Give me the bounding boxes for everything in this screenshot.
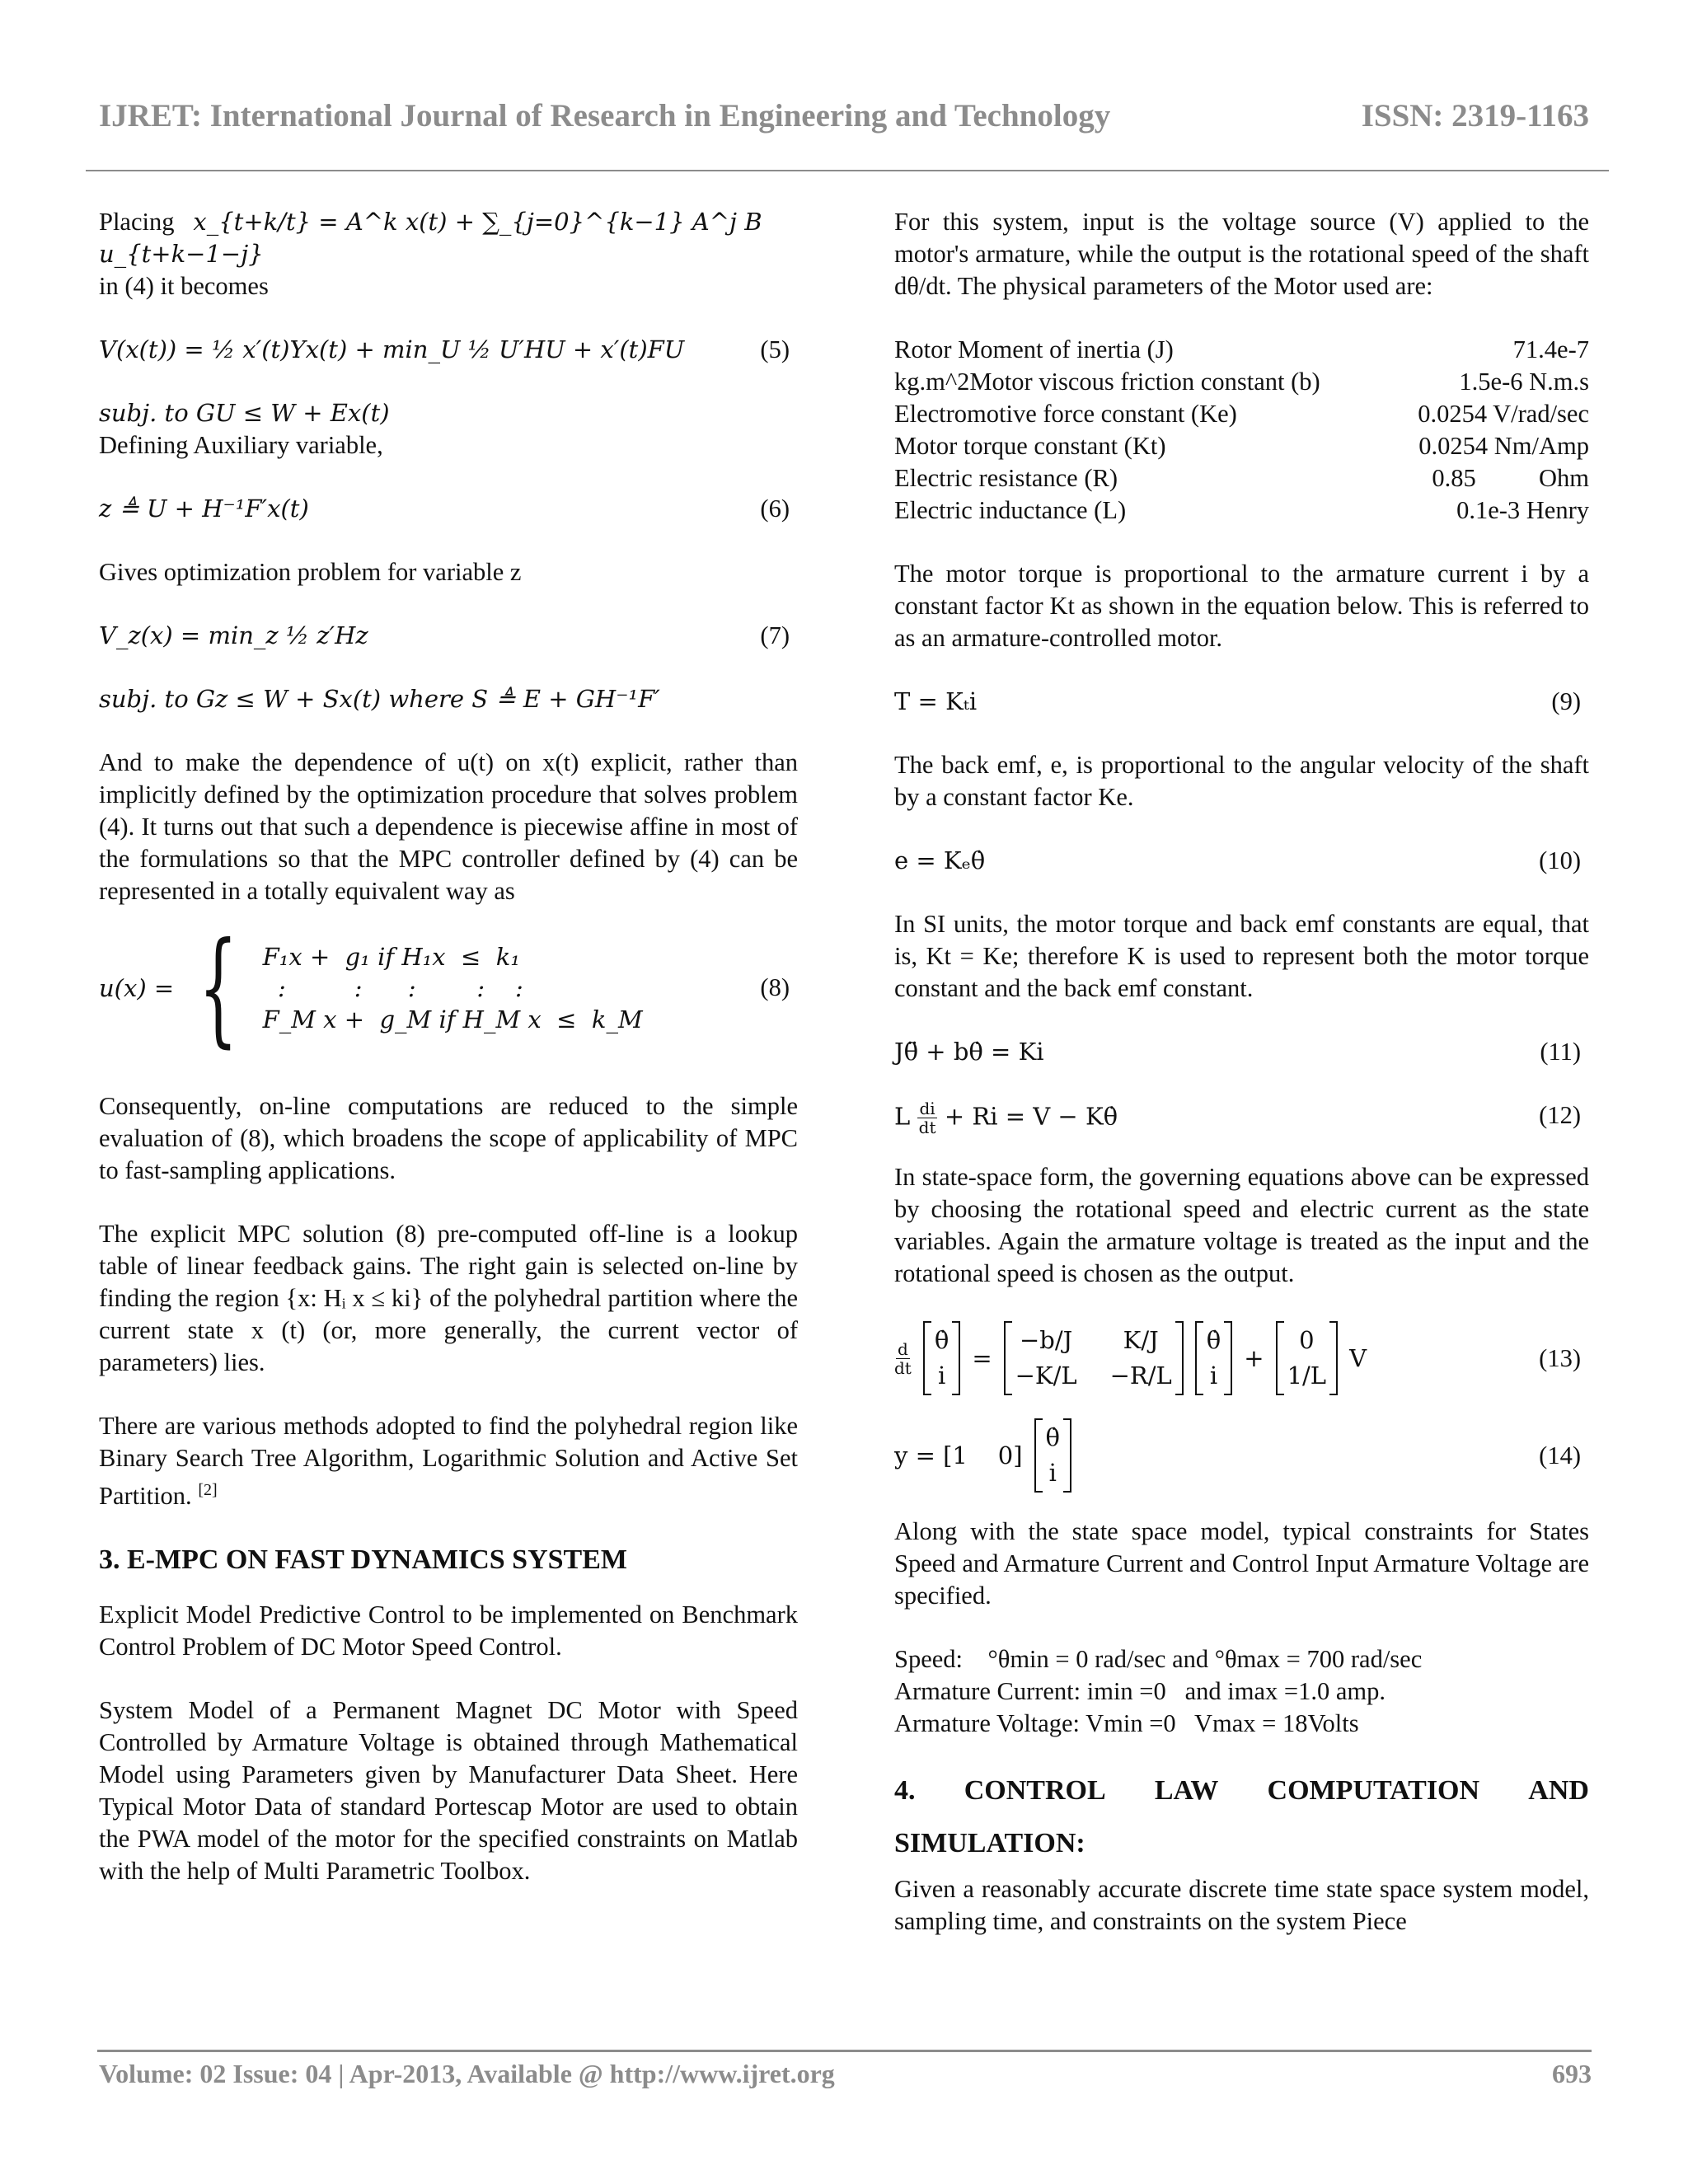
fraction-denominator: dt — [918, 1118, 936, 1137]
heading-word: 4. — [894, 1775, 916, 1806]
paragraph-explicit: The explicit MPC solution (8) pre-computed off-line is a lookup table of linear feedback gains. The right gain is selected on-line by finding the region {x: Hᵢ x ≤ ki} of the polyhedral partition where the current state x (t) (or, more generally, the current vector of parameters) lies. — [99, 1220, 798, 1376]
right-column — [894, 206, 1589, 1969]
state-vector — [1195, 1321, 1232, 1395]
auxiliary-text: Defining Auxiliary variable, — [99, 431, 383, 459]
matrix-entry: 0 — [1299, 1326, 1315, 1354]
equation-12-number: (12) — [1539, 1101, 1581, 1129]
matrix-entry: θ̇ — [1045, 1423, 1060, 1451]
page-number: 693 — [1552, 2059, 1592, 2088]
constraint-item: Speed: °θmin = 0 rad/sec and °θmax = 700 rad/sec — [894, 1645, 1423, 1673]
equation-12-fraction — [917, 1099, 936, 1137]
parameter-value: 0.85 Ohm — [1432, 464, 1589, 492]
state-vector — [1034, 1418, 1071, 1493]
parameter-value: 0.0254 V/rad/sec — [1418, 400, 1589, 428]
equation-10-body: e = Kₑθ̇ — [894, 846, 986, 874]
equation-14-number: (14) — [1539, 1441, 1581, 1469]
paragraph-si-units: In SI units, the motor torque and back emf constants are equal, that is, Kt = Ke; therefore K is used to represent both the motor torque constant and the back emf constant. — [894, 910, 1589, 1002]
equation-7-number: (7) — [760, 621, 790, 649]
footer-divider — [97, 2050, 1592, 2052]
parameter-name: kg.m^2Motor viscous friction constant (b) — [894, 368, 1320, 396]
heading-word: CONTROL — [964, 1775, 1106, 1806]
heading-word: COMPUTATION — [1267, 1775, 1480, 1806]
fraction-numerator: d — [898, 1338, 908, 1359]
heading-word: LAW — [1154, 1775, 1219, 1806]
equation-6 — [99, 493, 798, 525]
equation-5-body: V(x(t)) = ½ x′(t)Yx(t) + min_U ½ U′HU + x′(t)FU — [99, 335, 685, 363]
parameter-value: 0.0254 Nm/Amp — [1418, 432, 1589, 460]
parameter-name: Motor torque constant (Kt) — [894, 432, 1166, 460]
section-4-heading-line2: SIMULATION: — [894, 1828, 1085, 1858]
state-vector-entries — [1207, 1324, 1221, 1392]
state-vector-entries — [935, 1324, 949, 1392]
parameter-name: Rotor Moment of inertia (J) — [894, 335, 1174, 363]
matrix-entry: i — [937, 1361, 946, 1390]
equation-11 — [894, 1036, 1589, 1068]
equation-12 — [894, 1099, 1589, 1137]
heading-word: AND — [1528, 1775, 1589, 1806]
input-matrix — [1276, 1321, 1338, 1395]
paragraph-methods-text: There are various methods adopted to find the polyhedral region like Binary Search Tree Algorithm, Logarithmic Solution and Active Set Partition. — [99, 1412, 798, 1511]
equation-5-number: (5) — [760, 335, 790, 363]
system-matrix — [1004, 1321, 1184, 1395]
paragraph-dependence: And to make the dependence of u(t) on x(t) explicit, rather than implicitly defined by the optimization procedure that solves problem (4). It turns out that such a dependence is piecewise affine in most of the formulations so that the MPC controller defined by (4) can be represented in a totally equivalent way as — [99, 748, 798, 905]
matrix-entry: −R/L — [1109, 1361, 1172, 1390]
matrix-entry: K/J — [1123, 1326, 1159, 1354]
paragraph-constraints: Along with the state space model, typical constraints for States Speed and Armature Current and Control Input Armature Voltage are specified. — [894, 1517, 1589, 1610]
matrix-entry: i — [1048, 1459, 1057, 1487]
parameter-name: Electric resistance (R) — [894, 464, 1118, 492]
equation-8-body — [99, 916, 798, 1060]
constraint-item: Armature Current: imin =0 and imax =1.0 amp. — [894, 1677, 1386, 1705]
equation-8-number: (8) — [760, 973, 790, 1001]
equation-6-number: (6) — [760, 494, 790, 523]
equation-8-row: F_M x + g_M if H_M x ≤ k_M — [262, 1005, 643, 1033]
parameter-value: 1.5e-6 N.m.s — [1459, 368, 1589, 396]
equation-9-body: T = Kₜi — [894, 687, 978, 715]
motor-parameters — [894, 334, 1589, 527]
placing-formula: x_{t+k/t} = A^k x(t) + ∑_{j=0}^{k−1} A^j B u_{t+k−1−j} — [99, 208, 762, 268]
equation-9-number: (9) — [1551, 687, 1581, 715]
paragraph-s3-model: System Model of a Permanent Magnet DC Motor with Speed Controlled by Armature Voltage is obtained through Mathematical Model using Parameters given by Manufacturer Data Sheet. Here Typical Motor Data of standard Portescap Motor are used to obtain the PWA model of the motor for the specified constraints on Matlab with the help of Multi Parametric Toolbox. — [99, 1696, 798, 1886]
equation-11-number: (11) — [1540, 1038, 1581, 1066]
equation-5 — [99, 334, 798, 366]
paragraph-torque: The motor torque is proportional to the armature current i by a constant factor Kt as shown in the equation below. This is referred to as an armature-controlled motor. — [894, 560, 1589, 652]
input-voltage: V — [1349, 1343, 1367, 1372]
system-matrix-entries — [1015, 1324, 1172, 1392]
paragraph-given: Given a reasonably accurate discrete time state space system model, sampling time, and constraints on the system Piece — [894, 1875, 1589, 1935]
output-row: y = [1 0] — [894, 1441, 1023, 1469]
parameter-row — [894, 334, 1589, 366]
equation-12-rest: + Ri = V − Kθ̇ — [944, 1102, 1118, 1131]
parameter-name: Electromotive force constant (Ke) — [894, 400, 1237, 428]
equation-10-number: (10) — [1539, 846, 1581, 874]
section-3-heading: 3. E-MPC ON FAST DYNAMICS SYSTEM — [99, 1544, 628, 1576]
equation-8-lhs: u(x) = — [99, 973, 175, 1002]
equation-9 — [894, 686, 1589, 718]
subject-to-1: subj. to GU ≤ W + Ex(t) — [99, 399, 390, 427]
matrix-entry: θ̇ — [1206, 1326, 1221, 1354]
fraction-numerator: di — [919, 1099, 935, 1118]
equation-8-rows — [263, 941, 643, 1035]
matrix-entry: −b/J — [1019, 1326, 1073, 1354]
fraction-denominator: dt — [894, 1357, 912, 1378]
parameter-value: 71.4e-7 — [1512, 335, 1589, 363]
parameter-row — [894, 398, 1589, 430]
paragraph-consequently: Consequently, on-line computations are reduced to the simple evaluation of (8), which broadens the scope of applicability of MPC to fast-sampling applications. — [99, 1092, 798, 1184]
section-4-heading — [894, 1765, 1589, 1870]
parameter-value: 0.1e-3 Henry — [1456, 496, 1589, 524]
equation-13-body — [894, 1321, 1589, 1395]
equation-14 — [894, 1418, 1589, 1493]
parameter-row — [894, 494, 1589, 527]
plus-sign: + — [1244, 1343, 1264, 1372]
equation-7 — [99, 620, 798, 652]
parameter-name: Electric inductance (L) — [894, 496, 1127, 524]
left-brace-icon: { — [199, 916, 238, 1060]
citation-ref: [2] — [198, 1481, 218, 1499]
issn: ISSN: 2319-1163 — [1361, 98, 1589, 134]
parameter-row — [894, 366, 1589, 398]
matrix-entry: −K/L — [1015, 1361, 1077, 1390]
placing-tail: in (4) it becomes — [99, 272, 269, 300]
equation-8 — [99, 916, 798, 1060]
constraints-list — [894, 1643, 1589, 1740]
header-divider — [86, 170, 1609, 171]
input-matrix-entries — [1287, 1324, 1326, 1392]
equation-12-L: L — [894, 1102, 911, 1131]
matrix-entry: θ̇ — [934, 1326, 950, 1354]
equation-8-row: : : : : : — [262, 974, 523, 1002]
derivative-operator — [894, 1340, 912, 1377]
equation-13-number: (13) — [1539, 1344, 1581, 1372]
placing-line — [99, 206, 798, 270]
equation-8-row: F₁x + g₁ if H₁x ≤ k₁ — [262, 943, 520, 971]
gives-text: Gives optimization problem for variable z — [99, 558, 522, 586]
equation-7-body: V_z(x) = min_z ½ z′Hz — [99, 621, 368, 649]
subject-to-2: subj. to Gz ≤ W + Sx(t) where S ≜ E + GH⁻¹F′ — [99, 685, 660, 713]
left-column — [99, 206, 798, 1919]
parameter-row — [894, 430, 1589, 462]
equals-sign: = — [972, 1343, 992, 1372]
equation-6-body: z ≜ U + H⁻¹F′x(t) — [99, 494, 309, 523]
equation-13 — [894, 1321, 1589, 1395]
state-vector-entries — [1046, 1422, 1060, 1489]
equation-10 — [894, 845, 1589, 877]
matrix-entry: i — [1209, 1361, 1218, 1390]
state-vector — [923, 1321, 960, 1395]
matrix-entry: 1/L — [1287, 1361, 1327, 1390]
placing-word: Placing — [99, 208, 175, 236]
constraint-item: Armature Voltage: Vmin =0 Vmax = 18Volts — [894, 1709, 1359, 1737]
paragraph-methods — [99, 1410, 798, 1512]
paragraph-system: For this system, input is the voltage source (V) applied to the motor's armature, while the output is the rotational speed of the shaft dθ/dt. The physical parameters of the Motor used are: — [894, 208, 1589, 300]
paragraph-backemf: The back emf, e, is proportional to the angular velocity of the shaft by a constant factor Ke. — [894, 751, 1589, 811]
equation-11-body: Jθ̈ + bθ̇ = Ki — [894, 1038, 1044, 1066]
paragraph-state-space: In state-space form, the governing equations above can be expressed by choosing the rotational speed and electric current as the state variables. Again the armature voltage is treated as the input and the rotational speed is chosen as the output. — [894, 1163, 1589, 1287]
section-4-heading-line1 — [894, 1765, 1589, 1817]
parameter-row — [894, 462, 1589, 494]
journal-title: IJRET: International Journal of Research in Engineering and Technology — [99, 98, 1111, 134]
paragraph-s3-intro: Explicit Model Predictive Control to be implemented on Benchmark Control Problem of DC Motor Speed Control. — [99, 1601, 798, 1661]
equation-14-body — [894, 1418, 1589, 1493]
footer-volume: Volume: 02 Issue: 04 | Apr-2013, Available @ http://www.ijret.org — [99, 2059, 835, 2088]
